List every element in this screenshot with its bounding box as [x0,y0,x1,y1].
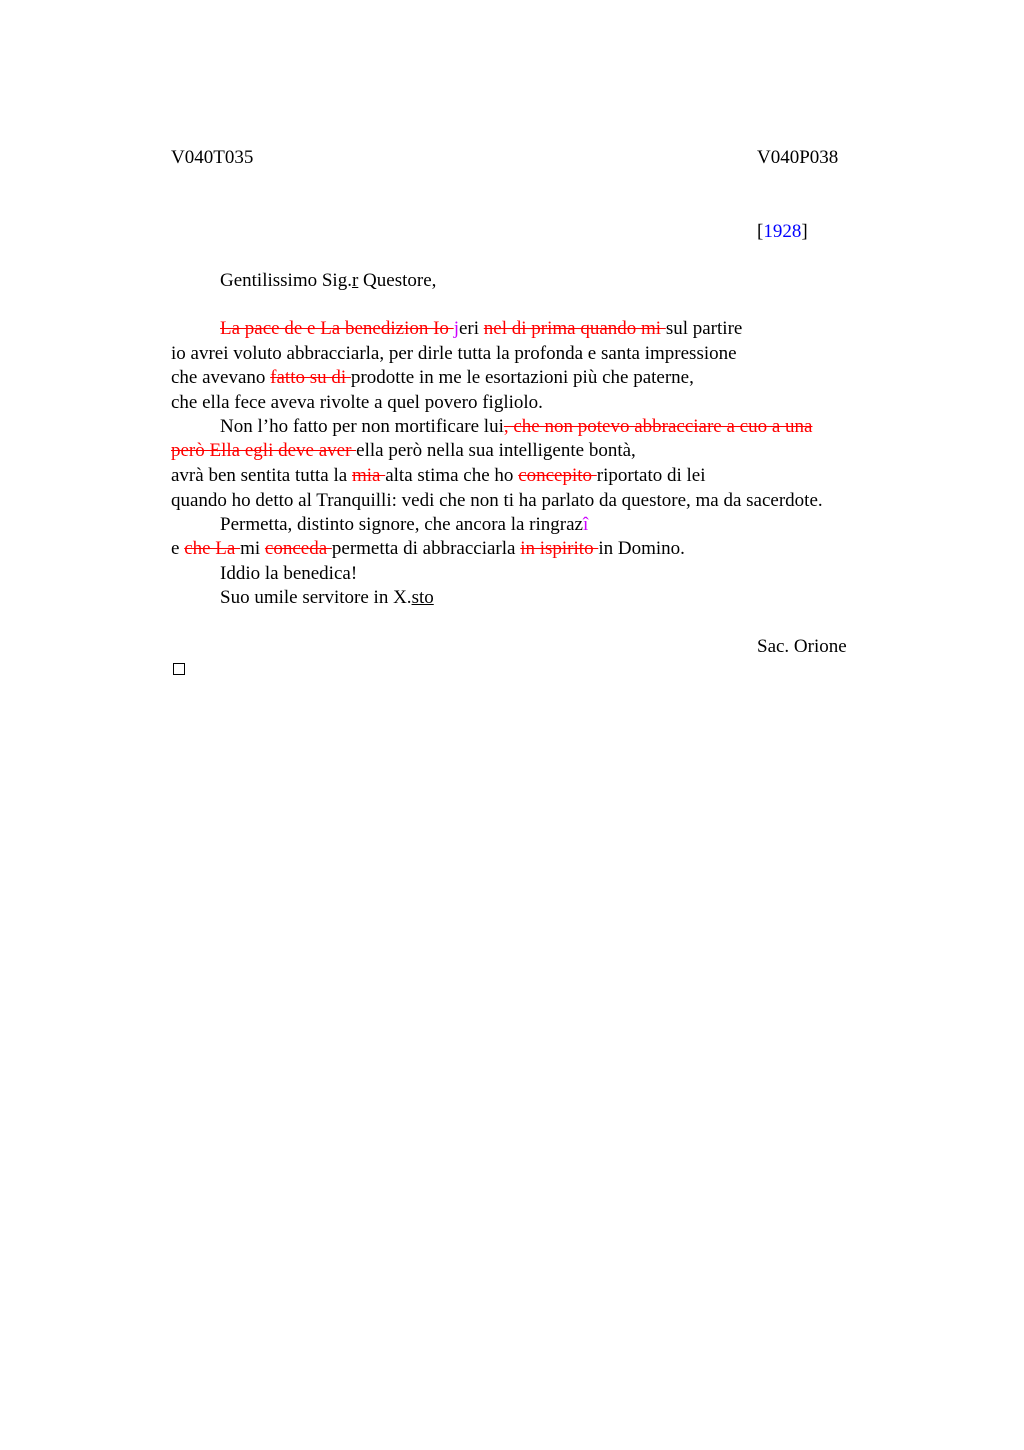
salutation-text-end: Questore, [358,270,437,291]
body-text: che avevano [171,367,271,388]
date-year: 1928 [763,221,802,242]
body-line-11 [220,562,357,586]
body-text: Iddio la benedica! [220,563,358,584]
document-code-right: V040P038 [757,147,839,168]
inserted-text: j [453,318,459,339]
abbrev-underlined: sto [411,587,434,608]
body-text: mi [240,538,265,559]
body-line-3 [171,366,694,390]
body-line-6 [171,439,636,463]
body-text: avrà ben sentita tutta la [171,465,352,486]
body-text: Permetta, distinto signore, che ancora la ringraz [220,514,583,535]
deleted-text: mia [351,465,386,486]
body-text: prodotte in me le esortazioni più che paterne, [350,367,694,388]
body-text: Non l’ho fatto per non mortificare lui [220,416,504,437]
body-line-4 [171,391,543,415]
salutation-text: Gentilissimo Sig. [220,270,352,291]
body-line-5 [220,415,812,439]
deleted-text: che La [184,538,241,559]
deleted-text: fatto su di [270,367,351,388]
deleted-text: , che non potevo abbracciare a cuo a una [503,416,813,437]
body-line-7 [171,464,706,488]
body-text: Suo umile servitore in X. [220,587,412,608]
end-marker-box-icon [173,663,185,675]
letter-date [757,220,808,244]
inserted-text: î [582,514,589,535]
body-text: ella però nella sua intelligente bontà, [356,440,636,461]
body-line-8 [171,489,823,513]
deleted-text: La pace de e La benedizion Io [220,318,454,339]
deleted-text: nel di prima quando mi [483,318,666,339]
body-text: che ella fece aveva rivolte a quel povero figliolo. [171,392,543,413]
body-text: io avrei voluto abbracciarla, per dirle tutta la profonda e santa impressione [171,343,737,364]
body-text: alta stima che ho [385,465,519,486]
body-line-10 [171,537,685,561]
deleted-text: conceda [264,538,332,559]
body-text: quando ho detto al Tranquilli: vedi che non ti ha parlato da questore, ma da sacerdote. [171,490,823,511]
date-bracket-close: ] [801,221,808,242]
document-code-left: V040T035 [171,147,254,168]
date-bracket-open: [ [757,221,764,242]
body-text: eri [458,318,484,339]
body-text: sul partire [665,318,743,339]
salutation-abbrev: r [351,270,359,291]
body-line-2 [171,342,737,366]
closing-line [220,586,434,610]
body-text: riportato di lei [596,465,706,486]
deleted-text: in ispirito [520,538,599,559]
body-text: permetta di abbracciarla [331,538,521,559]
salutation [220,269,436,293]
deleted-text: però Ella egli deve aver [171,440,357,461]
deleted-text: concepito [518,465,597,486]
body-text: in Domino. [598,538,685,559]
body-line-9 [220,513,588,537]
signature: Sac. Orione [757,636,847,657]
body-line-1 [220,317,742,341]
body-text: e [171,538,185,559]
